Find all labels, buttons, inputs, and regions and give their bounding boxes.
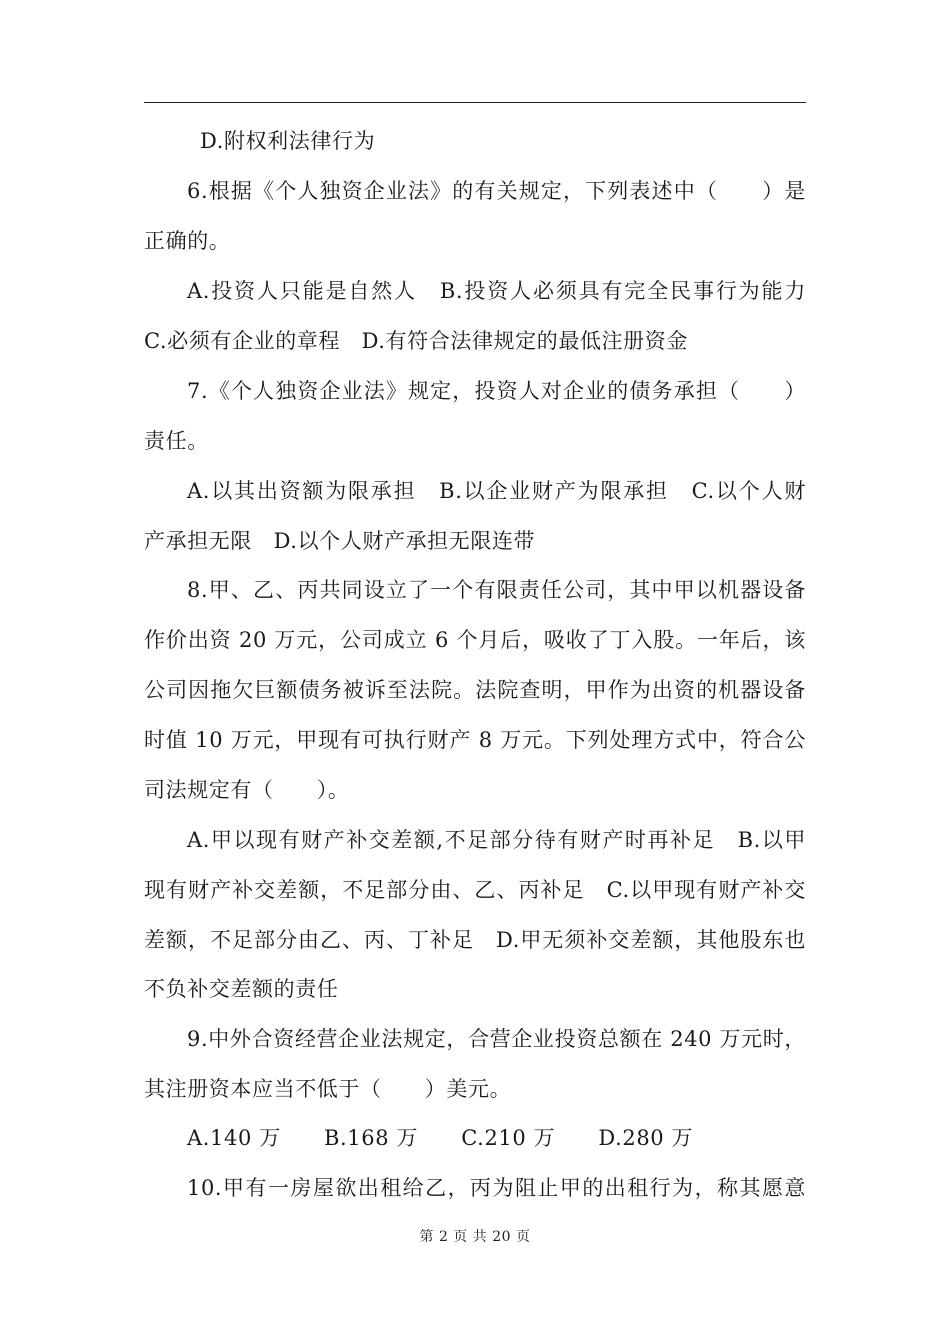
- question-8-line1: 8.甲、乙、丙共同设立了一个有限责任公司，其中甲以机器设备: [187, 578, 806, 602]
- page-footer: 第 2 页 共 20 页: [419, 1229, 531, 1245]
- question-7-options-line1: A.以其出资额为限承担 B.以企业财产为限承担 C.以个人财: [187, 479, 806, 503]
- question-8-options-line2: 现有财产补交差额，不足部分由、乙、丙补足 C.以甲现有财产补交: [144, 878, 806, 902]
- question-6-options-line2: C.必须有企业的章程 D.有符合法律规定的最低注册资金: [144, 329, 688, 353]
- question-8-line3: 公司因拖欠巨额债务被诉至法院。法院查明，甲作为出资的机器设备: [144, 678, 806, 702]
- question-8-options-line3: 差额，不足部分由乙、丙、丁补足 D.甲无须补交差额，其他股东也: [144, 928, 806, 952]
- question-8-options-line1: A.甲以现有财产补交差额,不足部分待有财产时再补足 B.以甲: [187, 828, 806, 852]
- question-8-line5: 司法规定有（ ）。: [144, 778, 350, 802]
- question-6-options-line1: A.投资人只能是自然人 B.投资人必须具有完全民事行为能力: [187, 279, 806, 303]
- question-8-options-line4: 不负补交差额的责任: [144, 977, 339, 1001]
- option-d-q5: D.附权利法律行为: [200, 129, 376, 153]
- question-6-line2: 正确的。: [144, 229, 231, 253]
- question-6-line1: 6.根据《个人独资企业法》的有关规定，下列表述中（ ）是: [187, 179, 806, 203]
- question-9-line1: 9.中外合资经营企业法规定，合营企业投资总额在 240 万元时，: [187, 1027, 806, 1051]
- question-7-line1: 7.《个人独资企业法》规定，投资人对企业的债务承担（ ）: [187, 379, 806, 403]
- question-9-line2: 其注册资本应当不低于（ ）美元。: [144, 1077, 512, 1101]
- question-8-line2: 作价出资 20 万元，公司成立 6 个月后，吸收了丁入股。一年后，该: [144, 628, 806, 652]
- question-8-line4: 时值 10 万元，甲现有可执行财产 8 万元。下列处理方式中，符合公: [144, 728, 806, 752]
- question-9-options: A.140 万 B.168 万 C.210 万 D.280 万: [187, 1126, 694, 1150]
- question-7-line2: 责任。: [144, 429, 209, 453]
- question-10-line1: 10.甲有一房屋欲出租给乙，丙为阻止甲的出租行为，称其愿意: [187, 1176, 806, 1200]
- question-7-options-line2: 产承担无限 D.以个人财产承担无限连带: [144, 529, 536, 553]
- header-rule: [144, 102, 806, 103]
